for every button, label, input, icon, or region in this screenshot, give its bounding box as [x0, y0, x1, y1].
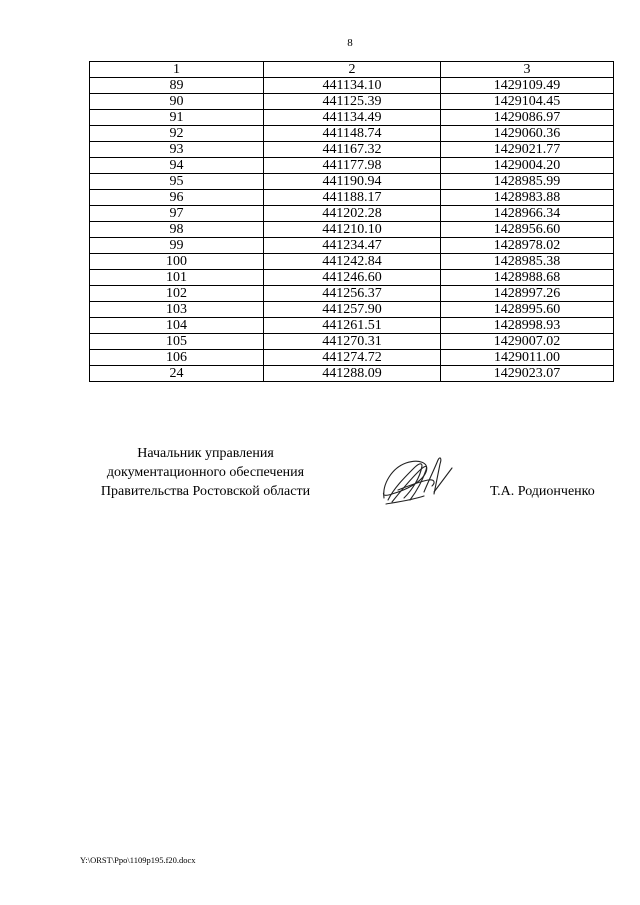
- table-cell: 441242.84: [264, 254, 441, 270]
- table-body: [90, 78, 614, 382]
- column-header: 1: [90, 62, 264, 78]
- signer-name: Т.А. Родионченко: [490, 484, 595, 499]
- table-cell: 441190.94: [264, 174, 441, 190]
- table-cell: 1429004.20: [441, 158, 614, 174]
- table-cell: 441167.32: [264, 142, 441, 158]
- table-row: [90, 94, 614, 110]
- table-cell: 441210.10: [264, 222, 441, 238]
- table-row: [90, 318, 614, 334]
- table-row: [90, 142, 614, 158]
- table-cell: 1428997.26: [441, 286, 614, 302]
- table-cell: 97: [90, 206, 264, 222]
- table-cell: 101: [90, 270, 264, 286]
- table-cell: 90: [90, 94, 264, 110]
- table-row: [90, 190, 614, 206]
- table-cell: 91: [90, 110, 264, 126]
- table-row: [90, 110, 614, 126]
- table-cell: 441202.28: [264, 206, 441, 222]
- signatory-position: [88, 444, 323, 501]
- table-cell: 105: [90, 334, 264, 350]
- column-header: 3: [441, 62, 614, 78]
- table-cell: 441125.39: [264, 94, 441, 110]
- table-cell: 441256.37: [264, 286, 441, 302]
- table-cell: 441257.90: [264, 302, 441, 318]
- table-row: [90, 126, 614, 142]
- table-cell: 1429104.45: [441, 94, 614, 110]
- table-cell: 441261.51: [264, 318, 441, 334]
- table-cell: 1428966.34: [441, 206, 614, 222]
- table-cell: 441246.60: [264, 270, 441, 286]
- table-cell: 441148.74: [264, 126, 441, 142]
- table-row: [90, 334, 614, 350]
- table-cell: 106: [90, 350, 264, 366]
- table-cell: 102: [90, 286, 264, 302]
- table-cell: 441274.72: [264, 350, 441, 366]
- table-row: [90, 350, 614, 366]
- table-cell: 441188.17: [264, 190, 441, 206]
- table-row: [90, 158, 614, 174]
- table-cell: 1428978.02: [441, 238, 614, 254]
- table-cell: 1428985.38: [441, 254, 614, 270]
- table-cell: 1429086.97: [441, 110, 614, 126]
- table-row: [90, 238, 614, 254]
- position-line: Правительства Ростовской области: [100, 484, 311, 499]
- table-cell: 95: [90, 174, 264, 190]
- table-cell: 94: [90, 158, 264, 174]
- table-row: [90, 222, 614, 238]
- table-cell: 1429023.07: [441, 366, 614, 382]
- file-path: Y:\ORST\Ppo\1109p195.f20.docx: [80, 855, 196, 865]
- table-row: [90, 78, 614, 94]
- table-cell: 441134.49: [264, 110, 441, 126]
- handwritten-signature: [378, 452, 458, 510]
- table-cell: 1429021.77: [441, 142, 614, 158]
- table-row: [90, 286, 614, 302]
- page-number: 8: [347, 37, 353, 49]
- table-cell: 103: [90, 302, 264, 318]
- table-header-row: [90, 62, 614, 78]
- position-line: документационного обеспечения: [106, 465, 305, 480]
- table-cell: 441288.09: [264, 366, 441, 382]
- table-cell: 1428983.88: [441, 190, 614, 206]
- table-row: [90, 206, 614, 222]
- table-cell: 1428988.68: [441, 270, 614, 286]
- table-row: [90, 174, 614, 190]
- table-cell: 1429011.00: [441, 350, 614, 366]
- column-header: 2: [264, 62, 441, 78]
- table-cell: 1429060.36: [441, 126, 614, 142]
- coordinates-table: [89, 61, 614, 382]
- table-cell: 1428995.60: [441, 302, 614, 318]
- table-cell: 441270.31: [264, 334, 441, 350]
- table-cell: 89: [90, 78, 264, 94]
- table-cell: 1429007.02: [441, 334, 614, 350]
- table-cell: 441134.10: [264, 78, 441, 94]
- table-cell: 104: [90, 318, 264, 334]
- table-cell: 441177.98: [264, 158, 441, 174]
- table-row: [90, 302, 614, 318]
- table-cell: 99: [90, 238, 264, 254]
- table-cell: 24: [90, 366, 264, 382]
- table-row: [90, 254, 614, 270]
- table-cell: 1429109.49: [441, 78, 614, 94]
- position-line: Начальник управления: [137, 446, 274, 461]
- table-cell: 92: [90, 126, 264, 142]
- table-cell: 96: [90, 190, 264, 206]
- table-cell: 1428956.60: [441, 222, 614, 238]
- table-row: [90, 366, 614, 382]
- table-cell: 1428985.99: [441, 174, 614, 190]
- table-cell: 100: [90, 254, 264, 270]
- table-cell: 441234.47: [264, 238, 441, 254]
- table-cell: 98: [90, 222, 264, 238]
- table-cell: 1428998.93: [441, 318, 614, 334]
- table-cell: 93: [90, 142, 264, 158]
- table-row: [90, 270, 614, 286]
